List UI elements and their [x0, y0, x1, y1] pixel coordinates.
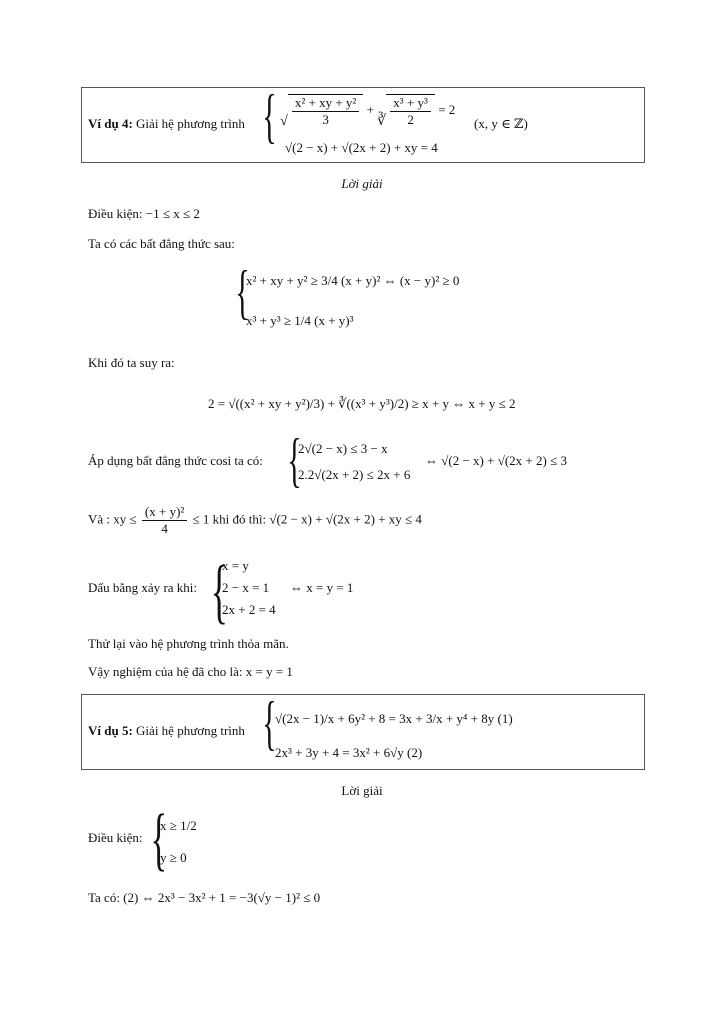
eq1-frac2-den: 2 [407, 112, 414, 127]
equality-brace: { [210, 551, 228, 631]
eq1-frac1-num: x² + xy + y² [292, 95, 359, 112]
condition-5-brace: { [150, 801, 168, 878]
example-4-domain: (x, y ∈ ℤ) [474, 116, 528, 131]
example-5-statement [88, 723, 245, 739]
cauchy-intro: Áp dụng bất đẳng thức cosi ta có: [88, 453, 263, 468]
example-5-eq1: √(2x − 1)/x + 6y² + 8 = 3x + 3/x + y⁴ + 8y (1) [275, 711, 513, 726]
and-line [88, 504, 422, 537]
solution-4-heading: Lời giải [341, 176, 383, 191]
cauchy-brace: { [287, 427, 302, 493]
deduction: 2 = √((x² + xy + y²)/3) + ∛((x³ + y³)/2) ≥ x + y ⇔ x + y ≤ 2 [208, 396, 516, 411]
example-4-eq1: √ $\frac{\text{x² + xy + y²}}{3}$ + ∛ $\frac{\text{x³ + y³}}{2}$ = 2 [280, 95, 456, 129]
cauchy-1: 2√(2 − x) ≤ 3 − x [298, 441, 388, 456]
equality-case-2: 2 − x = 1 [222, 580, 270, 595]
system-brace: { [262, 83, 277, 149]
equality-result: ⇔ x = y = 1 [290, 580, 354, 595]
condition-5-prefix: Điều kiện: [88, 830, 143, 845]
example-5-label: Ví dụ 5: [88, 723, 133, 738]
and-line-prefix: Và : xy ≤ [88, 511, 137, 527]
answer-line: Vậy nghiệm của hệ đã cho là: x = y = 1 [88, 664, 293, 679]
eq1-frac2-num: x³ + y³ [390, 95, 431, 112]
condition-5-2: y ≥ 0 [160, 850, 187, 865]
inequality-2: x³ + y³ ≥ 1/4 (x + y)³ [246, 313, 354, 328]
example-4-statement [88, 116, 245, 132]
eq1-rhs: = 2 [438, 101, 456, 117]
example-4-label: Ví dụ 4: [88, 116, 133, 131]
condition-5-1: x ≥ 1/2 [160, 818, 197, 833]
eq1-frac1-den: 3 [322, 112, 329, 127]
example-4-eq2: √(2 − x) + √(2x + 2) + xy = 4 [285, 140, 438, 155]
cauchy-2: 2.2√(2x + 2) ≤ 2x + 6 [298, 467, 411, 482]
inequality-intro: Ta có các bất đẳng thức sau: [88, 236, 235, 251]
example-4-intro: Giải hệ phương trình [136, 116, 245, 131]
example-5-intro: Giải hệ phương trình [136, 723, 245, 738]
example-5-eq2: 2x³ + 3y + 4 = 3x² + 6√y (2) [275, 745, 423, 760]
check-line: Thử lại vào hệ phương trình thỏa mãn. [88, 636, 289, 651]
consequence-line: Khi đó ta suy ra: [88, 355, 175, 370]
solution-5-heading: Lời giải [341, 783, 383, 798]
ineq-brace: { [235, 259, 250, 325]
and-frac-den: 4 [161, 521, 168, 536]
equality-case-1: x = y [222, 558, 249, 573]
and-frac-num: (x + y)² [142, 504, 187, 521]
solution-5-start: Ta có: (2) ⇔ 2x³ − 3x² + 1 = −3(√y − 1)² ≤ 0 [88, 890, 321, 905]
and-line-suffix: ≤ 1 khi đó thì: √(2 − x) + √(2x + 2) + xy ≤ 4 [192, 511, 422, 527]
inequality-1: x² + xy + y² ≥ 3/4 (x + y)² ⇔ (x − y)² ≥ 0 [246, 273, 460, 288]
equality-case-3: 2x + 2 = 4 [222, 602, 276, 617]
ex5-brace: { [262, 690, 277, 756]
equality-intro: Dấu bằng xảy ra khi: [88, 580, 198, 595]
cauchy-result: ⇔ √(2 − x) + √(2x + 2) ≤ 3 [425, 453, 567, 468]
condition-line: Điều kiện: −1 ≤ x ≤ 2 [88, 206, 200, 221]
